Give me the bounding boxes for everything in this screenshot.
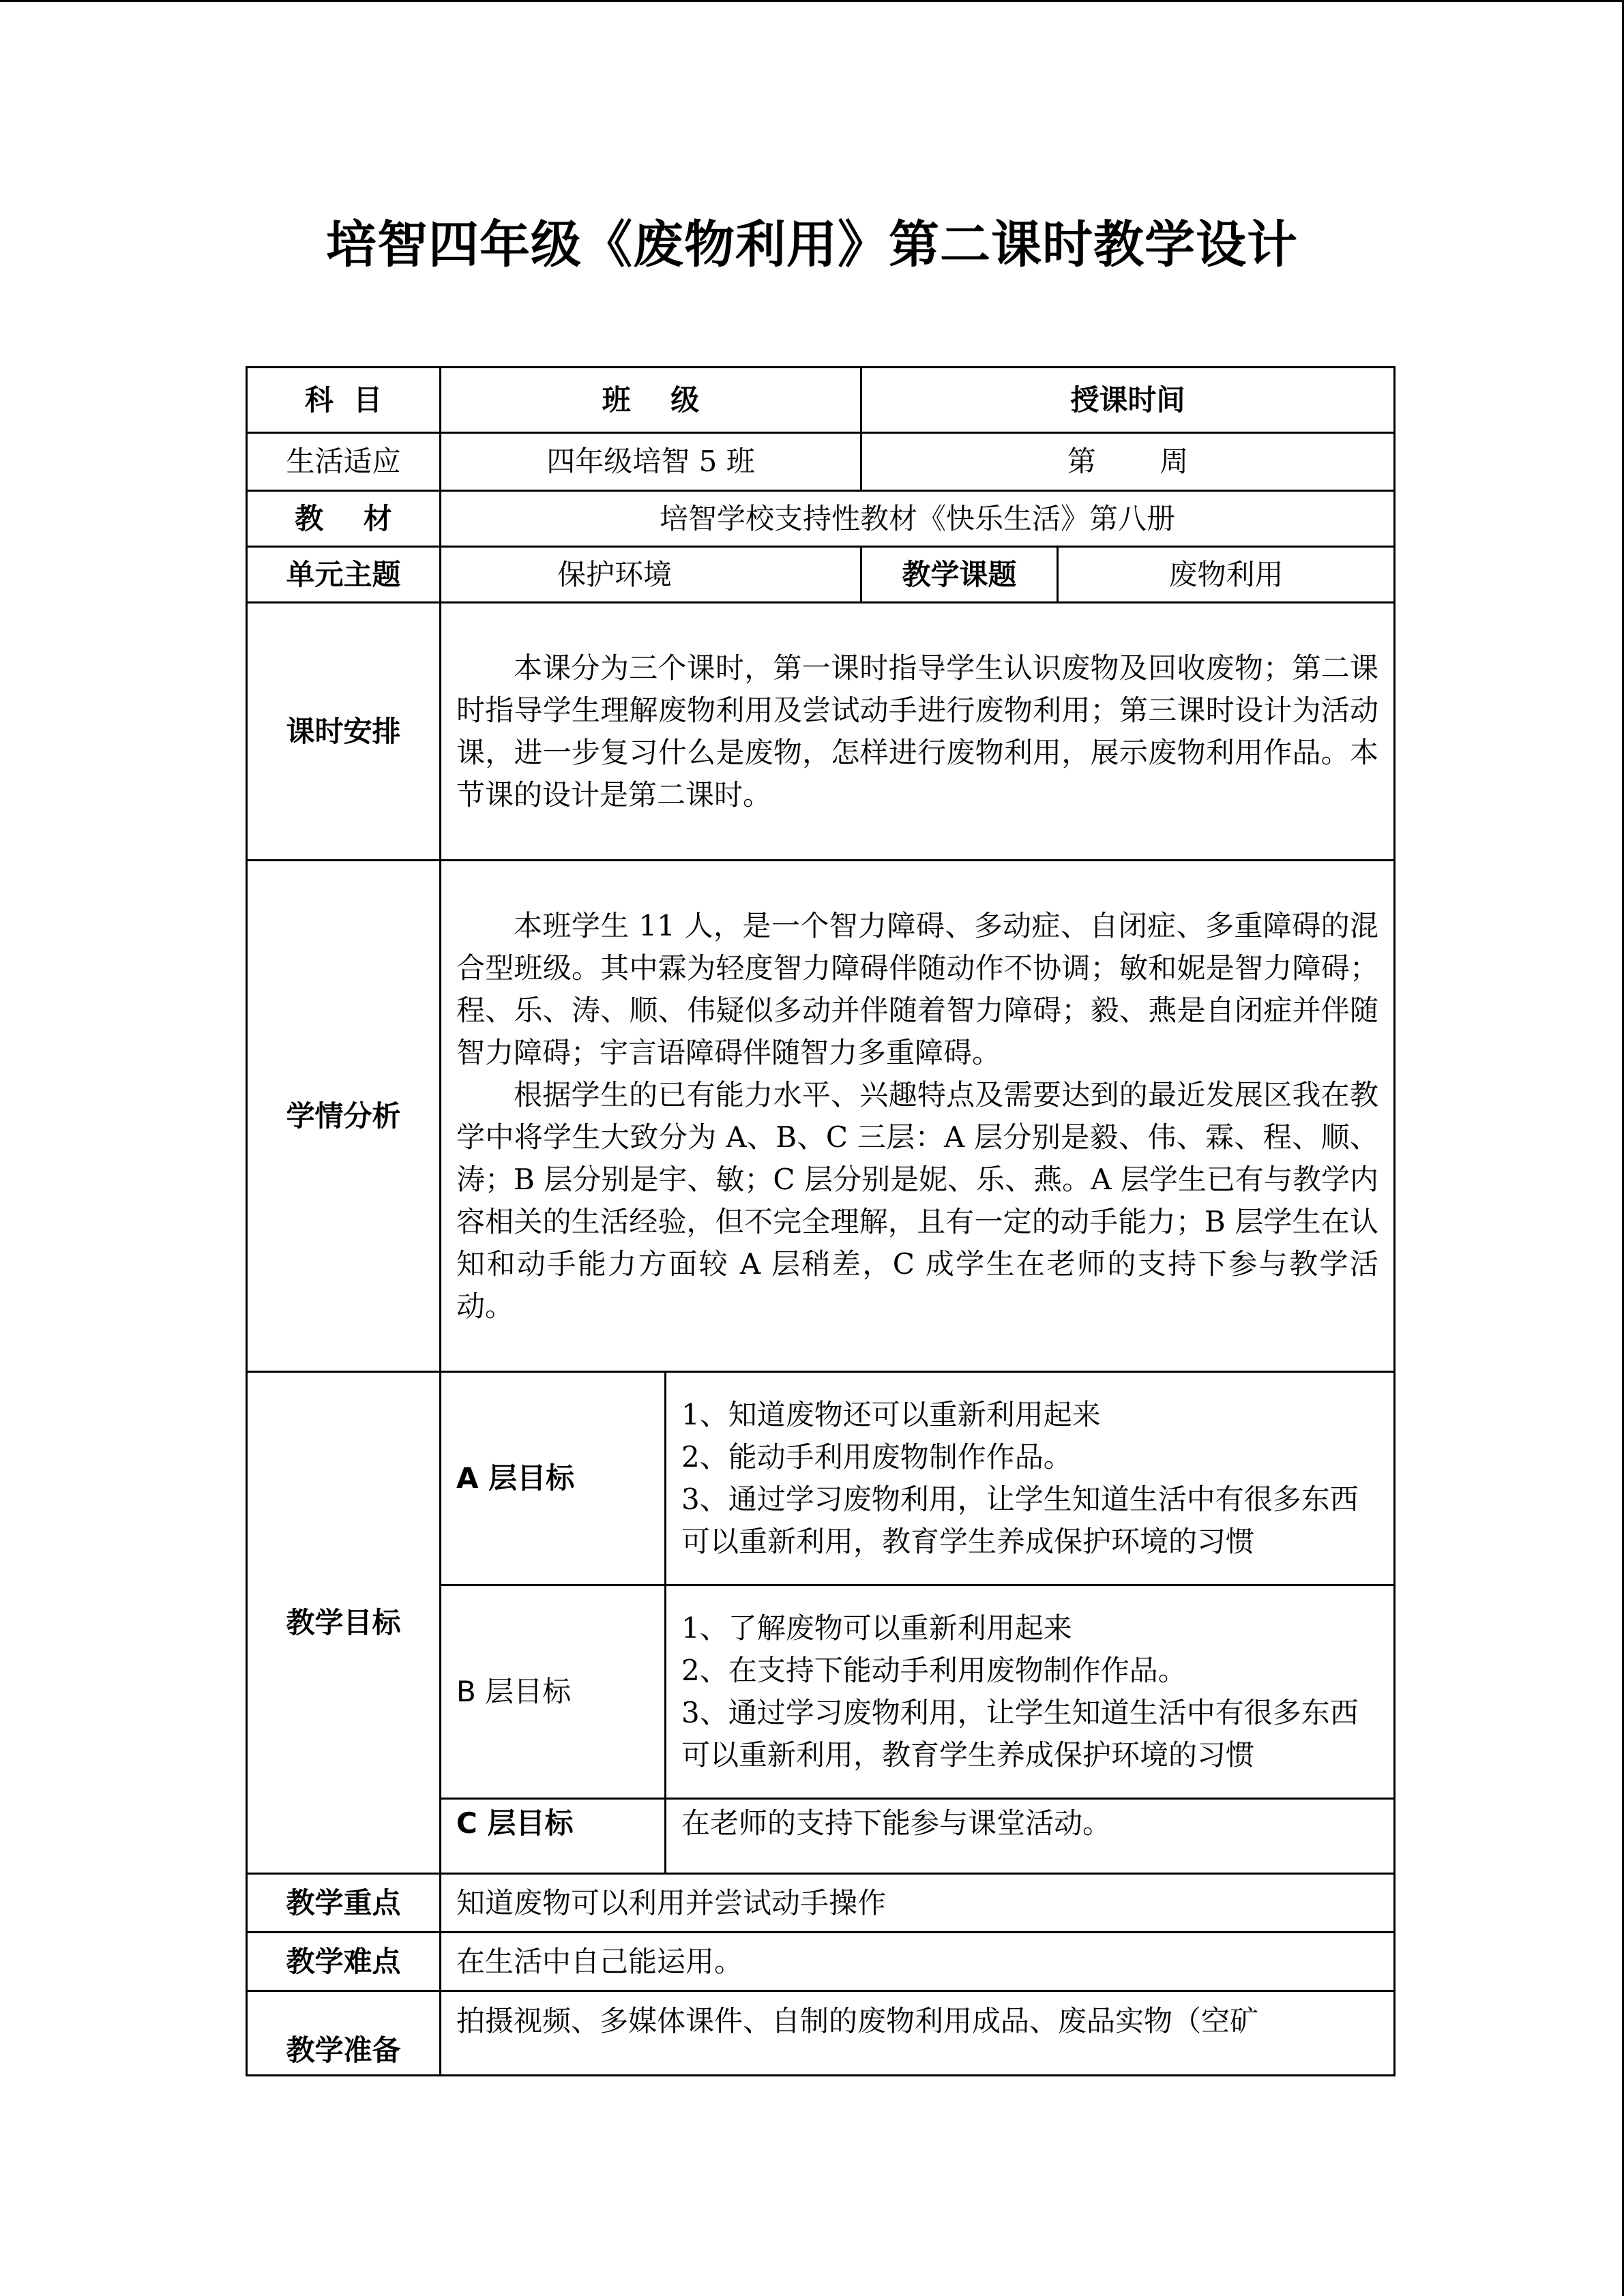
preparation-text: 拍摄视频、多媒体课件、自制的废物利用成品、废品实物（空矿: [441, 1991, 1395, 2076]
preparation-row: [247, 1991, 1395, 2076]
key-point-text: 知道废物可以利用并尝试动手操作: [441, 1874, 1395, 1933]
goal-b-item: 2、在支持下能动手利用废物制作作品。: [681, 1654, 1187, 1687]
goal-c-content: 在老师的支持下能参与课堂活动。: [666, 1799, 1395, 1874]
goal-a-item: 3、通过学习废物利用，让学生知道生活中有很多东西可以重新利用，教育学生养成保护环境的习惯: [681, 1482, 1359, 1558]
unit-label: 单元主题: [247, 547, 441, 603]
goal-b-content: [666, 1585, 1395, 1799]
info-row: [247, 433, 1395, 491]
subject-header: 科 目: [247, 368, 441, 433]
analysis-row: [247, 861, 1395, 1372]
unit-row: [247, 547, 1395, 603]
schedule-text: 本课分为三个课时，第一课时指导学生认识废物及回收废物；第二课时指导学生理解废物利用及尝试动手进行废物利用；第三课时设计为活动课，进一步复习什么是废物，怎样进行废物利用，展示废物利用作品。本节课的设计是第二课时。: [456, 651, 1379, 811]
key-point-row: [247, 1874, 1395, 1933]
difficulty-text: 在生活中自己能运用。: [441, 1933, 1395, 1991]
class-header: 班 级: [441, 368, 861, 433]
goal-a-content: [666, 1372, 1395, 1585]
goal-c-label: C 层目标: [441, 1799, 666, 1874]
header-row: [247, 368, 1395, 433]
analysis-label: 学情分析: [247, 861, 441, 1372]
page-top-border: [0, 0, 1624, 2]
lesson-plan-table: [246, 366, 1396, 2076]
key-point-label: 教学重点: [247, 1874, 441, 1933]
goal-a-label: A 层目标: [441, 1372, 666, 1585]
class-value: 四年级培智 5 班: [441, 433, 861, 491]
time-header: 授课时间: [861, 368, 1395, 433]
goal-b-item: 1、了解废物可以重新利用起来: [681, 1611, 1072, 1645]
topic-label: 教学课题: [861, 547, 1058, 603]
analysis-cell: [441, 861, 1395, 1372]
goal-a-item: 1、知道废物还可以重新利用起来: [681, 1398, 1101, 1431]
difficulty-row: [247, 1933, 1395, 1991]
subject-value: 生活适应: [247, 433, 441, 491]
document-title: 培智四年级《废物利用》第二课时教学设计: [326, 215, 1298, 274]
material-label: 教 材: [247, 491, 441, 547]
preparation-label: 教学准备: [247, 1991, 441, 2076]
goal-b-label: B 层目标: [441, 1585, 666, 1799]
material-value: 培智学校支持性教材《快乐生活》第八册: [441, 491, 1395, 547]
goal-a-row: [247, 1372, 1395, 1585]
time-value: 第 周: [861, 433, 1395, 491]
schedule-label: 课时安排: [247, 603, 441, 861]
material-row: [247, 491, 1395, 547]
analysis-paragraph-1: 本班学生 11 人，是一个智力障碍、多动症、自闭症、多重障碍的混合型班级。其中霖为轻度智力障碍伴随动作不协调；敏和妮是智力障碍；程、乐、涛、顺、伟疑似多动并伴随着智力障碍；毅、燕是自闭症并伴随智力障碍；宇言语障碍伴随智力多重障碍。: [456, 908, 1379, 1069]
difficulty-label: 教学难点: [247, 1933, 441, 1991]
schedule-row: [247, 603, 1395, 861]
goal-a-item: 2、能动手利用废物制作作品。: [681, 1440, 1072, 1474]
topic-value: 废物利用: [1058, 547, 1395, 603]
analysis-paragraph-2: 根据学生的已有能力水平、兴趣特点及需要达到的最近发展区我在教学中将学生大致分为 A、B、C 三层：A 层分别是毅、伟、霖、程、顺、涛；B 层分别是宇、敏；C 层分别是妮、乐、燕。A 层学生已有与教学内容相关的生活经验，但不完全理解，且有一定的动手能力；B 层学生在认知和动手能力方面较 A 层稍差，C 成学生在老师的支持下参与教学活动。: [456, 1077, 1379, 1323]
goals-label: 教学目标: [247, 1372, 441, 1874]
schedule-cell: [441, 603, 1395, 861]
unit-value: 保护环境: [441, 547, 861, 603]
goal-b-item: 3、通过学习废物利用，让学生知道生活中有很多东西可以重新利用，教育学生养成保护环境的习惯: [681, 1696, 1359, 1772]
